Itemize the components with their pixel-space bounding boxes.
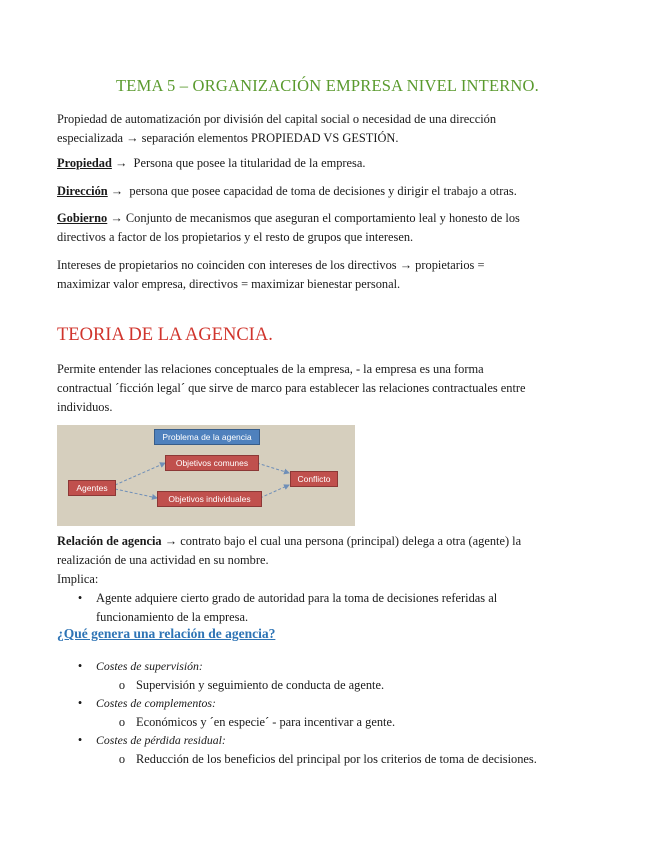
- section-title: TEORIA DE LA AGENCIA.: [57, 325, 273, 345]
- cost-label: Costes de complementos:: [96, 696, 216, 710]
- arrow-to-individual: [115, 489, 157, 498]
- arrow-individual-conflict: [260, 485, 289, 498]
- cost-label: Costes de supervisión:: [96, 659, 203, 673]
- bullet-marker: •: [77, 591, 83, 605]
- arrow-common-conflict: [257, 463, 289, 473]
- cost-label: Costes de pérdida residual:: [96, 733, 226, 747]
- relation-text: → contrato bajo el cual una persona (principal) delega a otra (agente) la: [161, 534, 522, 548]
- interests-paragraph: [57, 256, 597, 294]
- relation-line-2: realización de una actividad en su nombre.: [57, 553, 269, 567]
- cost-detail: Económicos y ´en especie´ - para incentivar a gente.: [136, 715, 396, 729]
- term-direccion: Dirección: [57, 184, 108, 198]
- term-propiedad: Propiedad: [57, 156, 112, 170]
- intro-paragraph: [57, 110, 597, 148]
- definition-text: Conjunto de mecanismos que aseguran el comportamiento leal y honesto de los: [125, 211, 520, 225]
- individual-objectives-box: Objetivos individuales: [157, 491, 262, 507]
- diagram-header-box: Problema de la agencia: [154, 429, 260, 445]
- cost-item: [57, 657, 617, 695]
- definition-text: persona que posee capacidad de toma de decisiones y dirigir el trabajo a otras.: [129, 184, 517, 198]
- conflict-box: Conflicto: [290, 471, 338, 487]
- agency-intro-line-1: Permite entender las relaciones conceptuales de la empresa, - la empresa es una forma: [57, 362, 484, 376]
- arrow-sep: →: [111, 156, 134, 170]
- bullet-line-1: Agente adquiere cierto grado de autoridad para la toma de decisiones referidas al: [96, 591, 498, 605]
- definition-text: Persona que posee la titularidad de la empresa.: [133, 156, 366, 170]
- bullet-marker: •: [77, 659, 83, 673]
- definition-propiedad: [57, 154, 597, 173]
- implies-label: Implica:: [57, 572, 99, 586]
- agency-problem-diagram: [57, 425, 355, 526]
- term-gobierno: Gobierno: [57, 211, 108, 225]
- intro-line-2: especializada → separación elementos PROPIEDAD VS GESTIÓN.: [57, 131, 399, 145]
- cost-item: [57, 731, 617, 769]
- arrow-sep: →: [107, 184, 130, 198]
- sub-bullet-marker: o: [118, 678, 126, 692]
- sub-bullet-marker: o: [118, 715, 126, 729]
- page-title: TEMA 5 – ORGANIZACIÓN EMPRESA NIVEL INTERNO.: [116, 76, 539, 95]
- bullet-marker: •: [77, 696, 83, 710]
- cost-detail: Reducción de los beneficios del principal por los criterios de toma de decisiones.: [136, 752, 537, 766]
- definition-text-2: directivos a factor de los propietarios y el resto de grupos que interesen.: [57, 230, 414, 244]
- bullet-marker: •: [77, 733, 83, 747]
- term-relacion-agencia: Relación de agencia: [57, 534, 162, 548]
- cost-detail: Supervisión y seguimiento de conducta de agente.: [136, 678, 385, 692]
- agency-intro-paragraph: [57, 360, 597, 417]
- relation-paragraph: [57, 532, 597, 589]
- implies-bullet: [57, 589, 597, 627]
- arrow-sep: →: [107, 211, 126, 225]
- definition-direccion: [57, 182, 597, 201]
- cost-item: [57, 694, 617, 732]
- sub-bullet-marker: o: [118, 752, 126, 766]
- common-objectives-box: Objetivos comunes: [165, 455, 259, 471]
- question-heading: ¿Qué genera una relación de agencia?: [57, 626, 276, 641]
- definition-gobierno: [57, 209, 597, 247]
- bullet-line-2: funcionamiento de la empresa.: [96, 610, 249, 624]
- interests-line-2: maximizar valor empresa, directivos = maximizar bienestar personal.: [57, 277, 401, 291]
- arrow-to-common: [115, 463, 165, 485]
- intro-line-1: Propiedad de automatización por división del capital social o necesidad de una dirección: [57, 112, 497, 126]
- agents-box: Agentes: [68, 480, 116, 496]
- agency-intro-line-2: contractual ´ficción legal´ que sirve de marco para establecer las relaciones contractuales entre: [57, 381, 526, 395]
- interests-line-1: Intereses de propietarios no coinciden con intereses de los directivos → propietarios =: [57, 258, 485, 272]
- agency-intro-line-3: individuos.: [57, 400, 113, 414]
